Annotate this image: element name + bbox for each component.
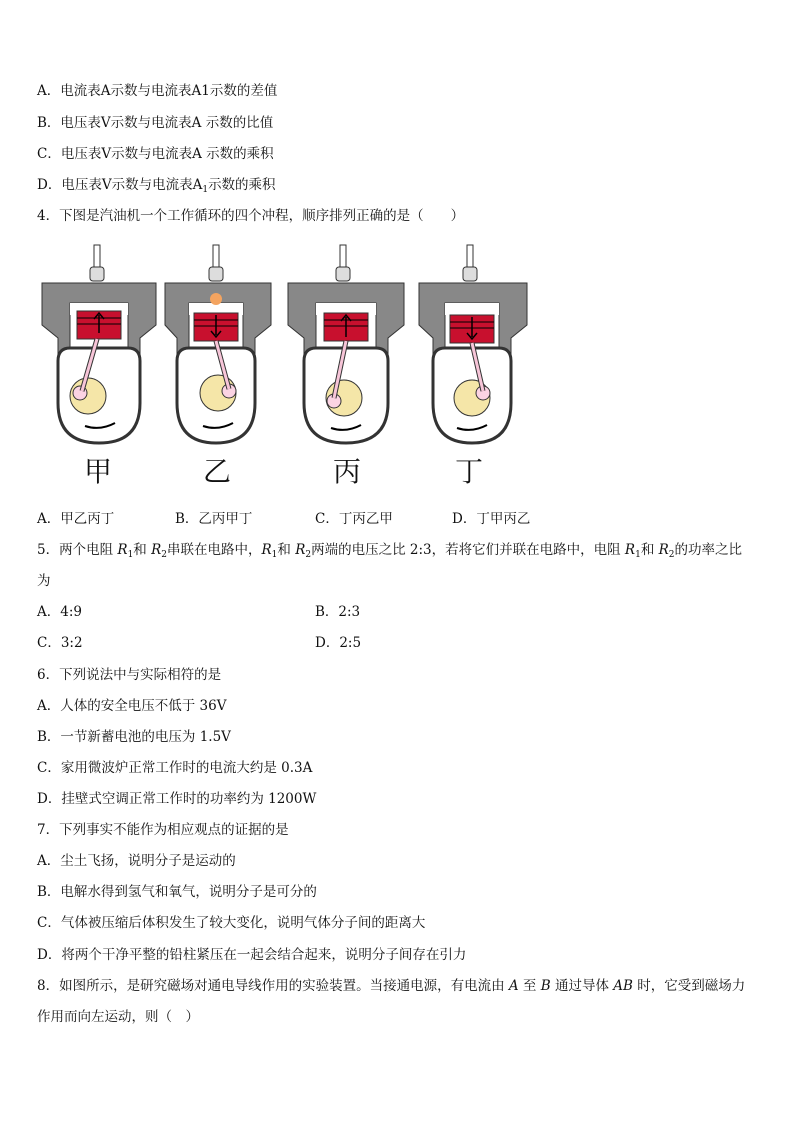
q5-stem: 5．两个电阻 $R_1$和 $R_2$串联在电路中，$R_1$和 $R_2$两端的电压之比 2:3，若将它们并联在电路中，电阻 $R_1$和 $R_2$的功率之比 bbox=[37, 542, 743, 560]
q4-option-d: D．丁甲丙乙 bbox=[452, 511, 531, 527]
q3-option-d bbox=[37, 176, 276, 199]
q5-option-c: C．3:2 bbox=[37, 635, 83, 651]
q5-stem-line2: 为 bbox=[37, 573, 51, 589]
q6-option-b: B．一节新蓄电池的电压为 1.5V bbox=[37, 729, 231, 745]
q5-option-b: B．2:3 bbox=[315, 604, 361, 620]
engine-diagram-bing bbox=[286, 243, 406, 448]
label-ding: 丁 bbox=[455, 455, 484, 488]
q3-option-d-text-end: 示数的乘积 bbox=[208, 177, 276, 193]
label-yi: 乙 bbox=[203, 455, 232, 488]
q7-option-b: B．电解水得到氢气和氧气，说明分子是可分的 bbox=[37, 884, 317, 900]
q6-option-c: C．家用微波炉正常工作时的电流大约是 0.3A bbox=[37, 760, 313, 776]
q3-option-a: A．电流表A示数与电流表A1示数的差值 bbox=[37, 83, 278, 99]
q3-option-b: B．电压表V示数与电流表A 示数的比值 bbox=[37, 115, 274, 131]
subscript: 1 bbox=[202, 185, 209, 195]
engine-diagram-yi bbox=[163, 243, 273, 448]
q7-stem: 7．下列事实不能作为相应观点的证据的是 bbox=[37, 822, 289, 838]
q8-stem: 8．如图所示，是研究磁场对通电导线作用的实验装置。当接通电源，有电流由 A 至 B 通过导体 AB 时，它受到磁场力 bbox=[37, 978, 746, 994]
q4-option-a: A．甲乙丙丁 bbox=[37, 511, 115, 527]
q6-option-d: D．挂壁式空调正常工作时的功率约为 1200W bbox=[37, 791, 317, 807]
q4-option-b: B．乙丙甲丁 bbox=[175, 511, 253, 527]
label-bing: 丙 bbox=[333, 455, 362, 488]
engine-diagram-ding bbox=[417, 243, 529, 448]
q5-option-d: D．2:5 bbox=[315, 635, 362, 651]
q7-option-a: A．尘土飞扬，说明分子是运动的 bbox=[37, 853, 236, 869]
engine-diagram-jia bbox=[40, 243, 158, 448]
q5-option-a: A．4:9 bbox=[37, 604, 82, 620]
q3-option-d-text: D．电压表V示数与电流表A bbox=[37, 177, 203, 193]
label-jia: 甲 bbox=[84, 455, 113, 488]
q4-stem: 4．下图是汽油机一个工作循环的四个冲程，顺序排列正确的是（ ） bbox=[37, 208, 465, 224]
q7-option-d: D．将两个干净平整的铅柱紧压在一起会结合起来，说明分子间存在引力 bbox=[37, 947, 467, 963]
q8-stem-line2: 作用而向左运动，则（ ） bbox=[37, 1009, 199, 1025]
q6-stem: 6．下列说法中与实际相符的是 bbox=[37, 667, 222, 683]
q3-option-c: C．电压表V示数与电流表A 示数的乘积 bbox=[37, 146, 274, 162]
q6-option-a: A．人体的安全电压不低于 36V bbox=[37, 698, 227, 714]
q4-option-c: C．丁丙乙甲 bbox=[315, 511, 393, 527]
q7-option-c: C．气体被压缩后体积发生了较大变化，说明气体分子间的距离大 bbox=[37, 915, 426, 931]
